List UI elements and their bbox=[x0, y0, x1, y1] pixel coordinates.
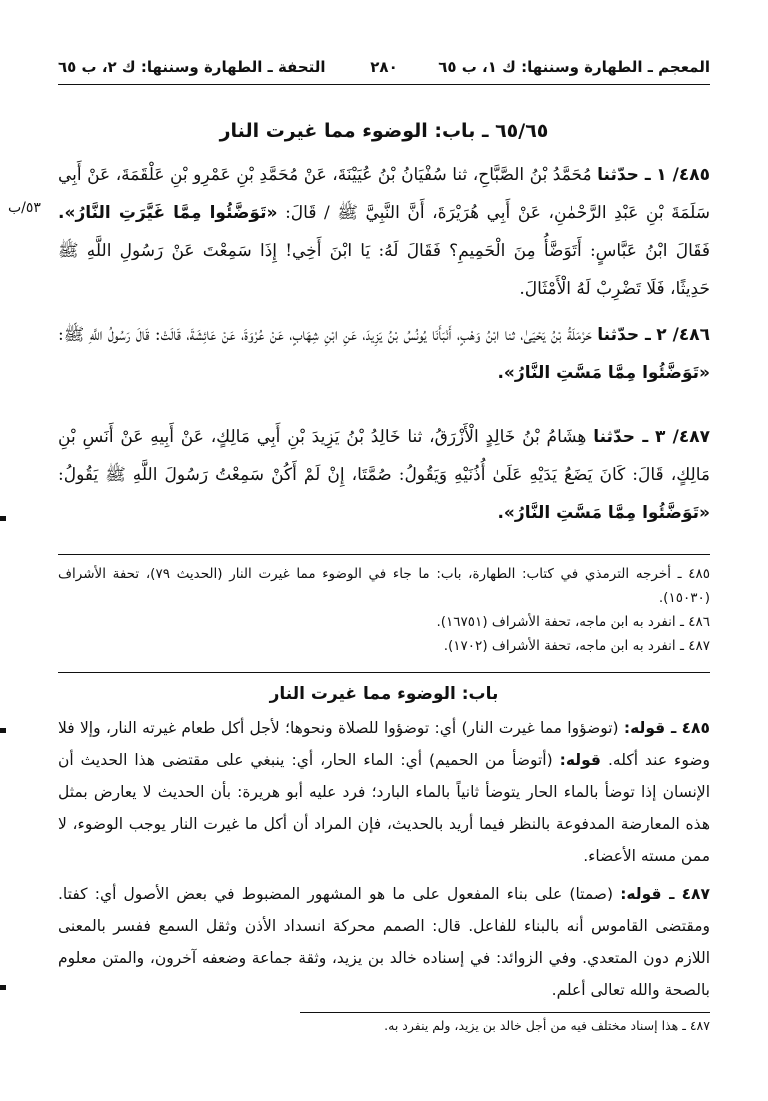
hadith-isnad: مُحَمَّدُ بْنُ الصَّبَّاحِ، ثنا سُفْيَانُ بْنُ عُيَيْنَةَ، عَنْ مُحَمَّدِ بْنِ عَمْرِو بْنِ عَلْقَمَةَ، عَنْ أَبِي سَلَمَةَ بْنِ عَبْدِ الرَّحْمٰنِ، عَنْ أَبِي هُرَيْرَةَ، أَنَّ النَّبِيَّ ﷺ / قَالَ: bbox=[58, 165, 710, 223]
hadith-485 bbox=[58, 156, 710, 308]
commentary-paragraph-487 bbox=[58, 878, 710, 1006]
margin-mark bbox=[0, 516, 6, 521]
hadith-quote: «تَوَضَّئُوا مِمَّا مَسَّتِ النَّارُ». bbox=[497, 363, 710, 383]
commentary-number: ٤٨٥ bbox=[681, 719, 710, 737]
hadith-isnad: هِشَامُ بْنُ خَالِدٍ الْأَزْرَقُ، ثنا خَالِدُ بْنُ يَزِيدَ بْنِ أَبِي مَالِكٍ، عَنْ أَبِيهِ عَنْ أَنَسِ بْنِ مَالِكٍ، قَالَ: كَانَ يَضَعُ يَدَيْهِ عَلَىٰ أُذُنَيْهِ وَيَقُولُ: صُمَّتَا، إِنْ لَمْ أَكُنْ سَمِعْتُ رَسُولَ اللَّهِ ﷺ يَقُولُ: bbox=[58, 427, 710, 485]
hadith-quote: «تَوَضَّئُوا مِمَّا مَسَّتِ النَّارُ». bbox=[497, 503, 710, 523]
footnote-rule bbox=[300, 1012, 710, 1013]
commentary-text: (صمتا) على بناء المفعول على ما هو المشهور المضبوط في بعض الأصول أي: كفتا. ومقتضى القاموس أنه بالبناء للفاعل. قال: الصمم محركة انسداد الأذن وثقل السمع ففسر بالمعنى اللازم دون المتعدي. وفي الزوائد: في إسناده خالد بن يزيد، وثقة جماعة وضعفه آخرون، والمتن معلوم بالصحة والله تعالى أعلم. bbox=[58, 885, 710, 999]
commentary-number: ٤٨٧ bbox=[681, 885, 710, 903]
hadith-number: ٤٨٦/ ٢ bbox=[656, 325, 710, 345]
running-header bbox=[58, 52, 710, 82]
footnote: ٤٨٧ ـ هذا إسناد مختلف فيه من أجل خالد بن يزيد، ولم ينفرد به. bbox=[384, 1018, 710, 1033]
takhrij-note: ٤٨٦ ـ انفرد به ابن ماجه، تحفة الأشراف (١٦٧٥١). bbox=[436, 614, 710, 630]
hadith-intro: ـ حدّثنا bbox=[593, 427, 649, 447]
manuscript-folio-note: ٥٣/ب bbox=[8, 200, 41, 216]
hadith-number: ٤٨٥/ ١ bbox=[656, 165, 710, 185]
margin-mark bbox=[0, 728, 6, 733]
commentary-paragraph-485 bbox=[58, 712, 710, 872]
hadith-intro: ـ حدّثنا bbox=[597, 165, 651, 185]
page-number: ٢٨٠ bbox=[370, 58, 398, 76]
hadith-number: ٤٨٧/ ٣ bbox=[654, 427, 711, 447]
hadith-quote: «تَوَضَّئُوا مِمَّا غَيَّرَتِ النَّارُ». bbox=[58, 203, 278, 223]
commentary-text: (أتوضأ من الحميم) أي: الماء الحار، أي: ينبغي على مقتضى هذا الحديث أن الإنسان إذا توضأ بالماء الحار يتوضأ ثانياً بالماء البارد؛ فرد عليه أبو هريرة: بأن الحديث لا يعارض بمثل هذه المعارضة المدفوعة بالنظر فيما أريد بالحديث، فإن المراد أن أكل ما غيرت النار يوجب الوضوء، لا ممن مسته الأعضاء. bbox=[58, 751, 710, 865]
commentary-text: (توضؤوا مما غيرت النار) أي: توضؤوا للصلاة ونحوها؛ لأجل أكل طعام غيرته النار، وإلا فلا وضوء عند أكله. bbox=[58, 719, 710, 769]
header-left-label: التحفة ـ الطهارة وسننها: ك ٢، ب ٦٥ bbox=[58, 58, 326, 76]
chapter-title: ٦٥/٦٥ ـ باب: الوضوء مما غيرت النار bbox=[219, 120, 549, 142]
takhrij-note: ٤٨٥ ـ أخرجه الترمذي في كتاب: الطهارة، باب: ما جاء في الوضوء مما غيرت النار (الحديث ٧٩)، تحفة الأشراف (١٥٠٣٠). bbox=[58, 566, 710, 606]
takhrij-rule bbox=[58, 554, 710, 555]
hadith-487 bbox=[58, 418, 710, 532]
commentary-label: ـ قوله: bbox=[623, 719, 677, 737]
commentary bbox=[58, 712, 710, 1006]
commentary-label: ـ قوله: bbox=[620, 885, 675, 903]
hadith-rest: فَقَالَ ابْنُ عَبَّاسٍ: أَتَوَضَّأُ مِنَ الْحَمِيمِ؟ فَقَالَ لَهُ: يَا ابْنَ أَخِي! إِذَا سَمِعْتَ عَنْ رَسُولِ اللَّهِ ﷺ حَدِيثًا، فَلَا تَضْرِبْ لَهُ الْأَمْثَالَ. bbox=[58, 241, 710, 299]
commentary-title: باب: الوضوء مما غيرت النار bbox=[269, 684, 499, 704]
hadith-486 bbox=[58, 316, 710, 392]
margin-mark bbox=[0, 985, 6, 990]
takhrij-notes bbox=[58, 562, 710, 658]
hadith-isnad: حَرْمَلَةُ بْنُ يَحْيَىٰ، ثنا ابْنُ وَهْبٍ، أَنْبَأَنَا يُونُسُ بْنُ يَزِيدَ، عَنِ ابْنِ شِهَابٍ، عَنْ عُرْوَةَ، عَنْ عَائِشَةَ، قَالَتْ: قَالَ رَسُولُ اللَّهِ ﷺ: bbox=[58, 325, 592, 345]
header-rule bbox=[58, 84, 710, 85]
commentary-rule bbox=[58, 672, 710, 673]
commentary-label: قوله: bbox=[559, 751, 601, 769]
header-right-label: المعجم ـ الطهارة وسننها: ك ١، ب ٦٥ bbox=[438, 58, 710, 76]
takhrij-note: ٤٨٧ ـ انفرد به ابن ماجه، تحفة الأشراف (١٧٠٢). bbox=[443, 638, 710, 654]
hadith-intro: ـ حدّثنا bbox=[597, 325, 651, 345]
